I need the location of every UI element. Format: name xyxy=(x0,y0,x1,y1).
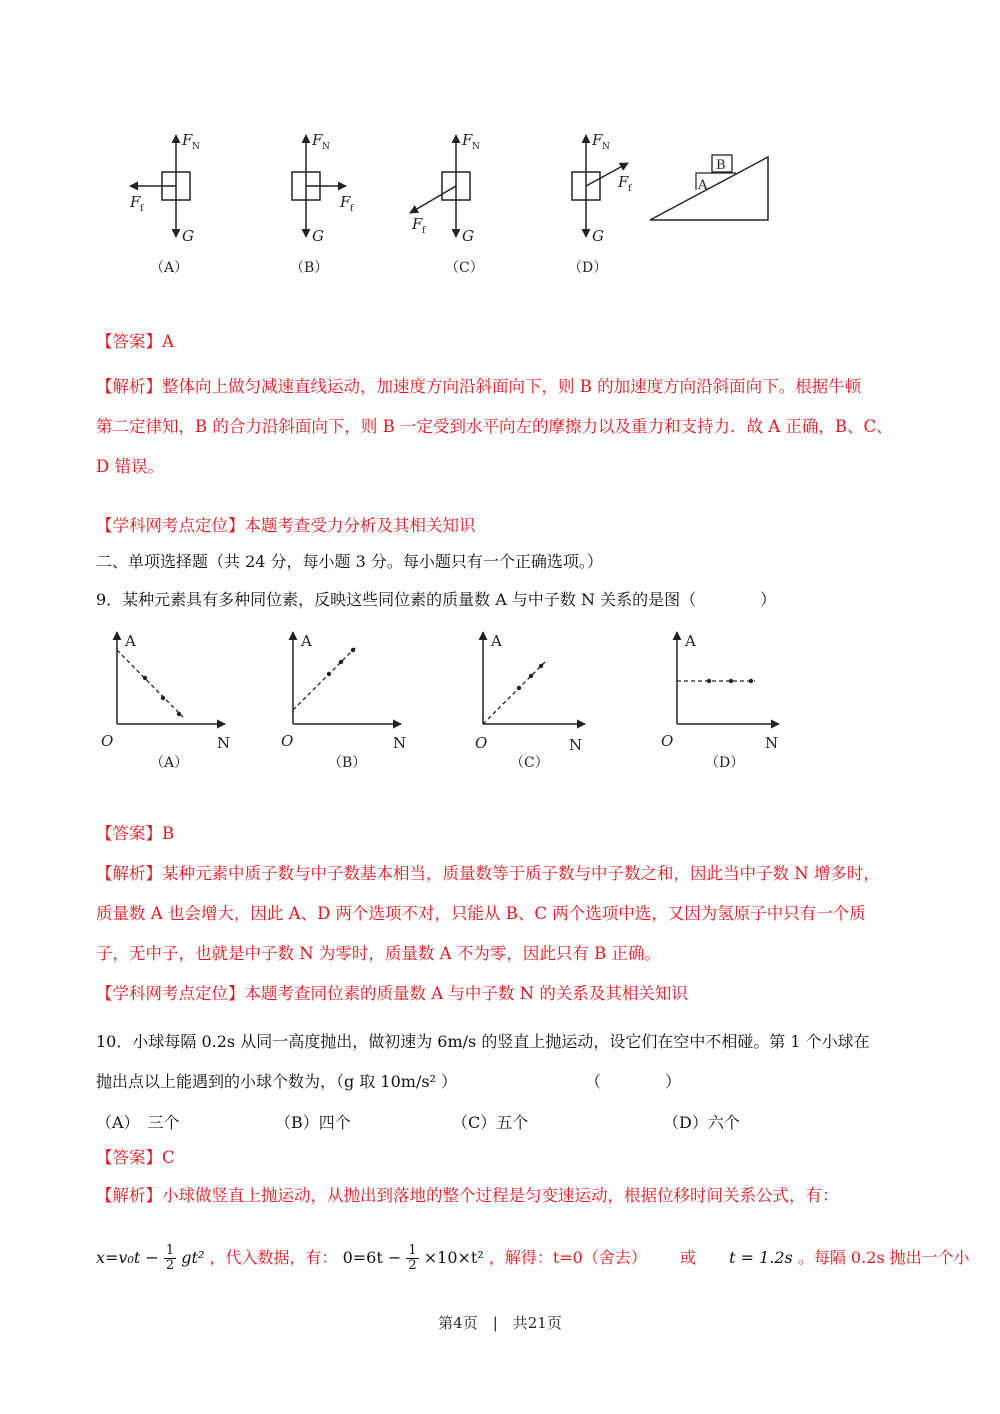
graph-b xyxy=(281,632,406,752)
svg-text:N: N xyxy=(472,142,480,152)
svg-text:A: A xyxy=(301,632,312,650)
q10-option-c: （C）五个 xyxy=(452,1113,529,1132)
formula-solution: t = 1.2s xyxy=(729,1248,793,1267)
fraction: $\frac{1}{2}$ xyxy=(165,1243,175,1273)
graph-c xyxy=(475,632,585,754)
svg-text:f: f xyxy=(140,204,144,214)
label-g: G xyxy=(182,227,194,245)
diagram-a xyxy=(129,131,200,245)
svg-text:F: F xyxy=(592,131,603,149)
svg-text:F: F xyxy=(618,173,629,191)
q9-answer: 【答案】B xyxy=(96,824,175,843)
diagram-c xyxy=(410,131,480,245)
graph-a xyxy=(101,632,230,752)
label-ff: F xyxy=(130,193,141,211)
q8-analysis-line: D 错误。 xyxy=(96,457,164,476)
q10-option-d: （D）六个 xyxy=(663,1113,740,1132)
q9-analysis-line: 子，无中子，也就是中子数 N 为零时，质量数 A 不为零，因此只有 B 正确。 xyxy=(96,944,661,963)
block-a-label: A xyxy=(698,178,708,193)
svg-text:f: f xyxy=(422,226,426,236)
q8-analysis-line: 第二定律知，B 的合力沿斜面向下，则 B 一定受到水平向左的摩擦力以及重力和支持力．故 A 正确，B、C、 xyxy=(96,417,893,436)
svg-text:F: F xyxy=(462,131,473,149)
q9-analysis-line: 质量数 A 也会增大，因此 A、D 两个选项不对，只能从 B、C 两个选项中选，又因为氢原子中只有一个质 xyxy=(96,904,866,923)
page-footer: 第4页 | 共21页 xyxy=(438,1314,562,1332)
svg-text:F: F xyxy=(340,193,351,211)
svg-text:A: A xyxy=(125,632,136,650)
q10-stem: 10．小球每隔 0.2s 从同一高度抛出，做初速为 6m/s 的竖直上抛运动，设它们在空中不相碰。第 1 个小球在 xyxy=(96,1032,870,1051)
q8-caption-a: （A） xyxy=(150,260,189,276)
q10-option-b: （B）四个 xyxy=(275,1113,351,1132)
diagram-b xyxy=(292,131,354,245)
svg-text:N: N xyxy=(322,142,330,152)
q8-knowledge-point: 【学科网考点定位】本题考查受力分析及其相关知识 xyxy=(96,516,476,535)
svg-text:A: A xyxy=(491,632,502,650)
q8-answer: 【答案】A xyxy=(96,332,174,351)
q8-analysis-line: 【解析】整体向上做匀减速直线运动，加速度方向沿斜面向下，则 B 的加速度方向沿斜面向下。根据牛顿 xyxy=(96,377,862,396)
svg-text:N: N xyxy=(217,734,231,752)
svg-text:O: O xyxy=(661,732,674,750)
q9-graphs xyxy=(95,628,795,758)
q10-analysis-line: 【解析】小球做竖直上抛运动，从抛出到落地的整个过程是匀变速运动，根据位移时间关系公式，有： xyxy=(96,1186,839,1205)
q8-caption-b: （B） xyxy=(290,260,329,276)
svg-text:A: A xyxy=(685,632,696,650)
graph-d xyxy=(661,632,779,752)
svg-text:N: N xyxy=(192,142,200,152)
label-fn: F xyxy=(182,131,193,149)
svg-text:F: F xyxy=(312,131,323,149)
q8-caption-d: （D） xyxy=(568,260,608,276)
svg-text:N: N xyxy=(393,734,407,752)
q9-caption-a: （A） xyxy=(150,755,189,771)
q9-caption-d: （D） xyxy=(705,755,745,771)
formula-kinematic: x=v₀t − xyxy=(96,1248,159,1267)
formula-substituted: 0=6t − xyxy=(342,1248,402,1267)
q10-formula-line: x=v₀t − $\frac{1}{2}$ gt² ，代入数据，有： 0=6t − $\frac{1}{2}$ ×10×t² ，解得：t=0（舍去） 或 t = 1.2s 。每隔 0.2s 抛出一个小 xyxy=(96,1243,970,1273)
svg-text:N: N xyxy=(602,142,610,152)
q9-stem: 9．某种元素具有多种同位素，反映这些同位素的质量数 A 与中子数 N 关系的是图（ ） xyxy=(96,590,777,609)
svg-text:f: f xyxy=(350,204,354,214)
svg-text:N: N xyxy=(569,736,583,754)
q9-knowledge-point: 【学科网考点定位】本题考查同位素的质量数 A 与中子数 N 的关系及其相关知识 xyxy=(96,984,688,1003)
svg-text:f: f xyxy=(628,184,632,194)
svg-text:O: O xyxy=(281,732,294,750)
svg-text:F: F xyxy=(412,215,423,233)
svg-text:N: N xyxy=(765,734,779,752)
svg-text:O: O xyxy=(475,734,488,752)
svg-text:G: G xyxy=(592,227,604,245)
q10-stem: 抛出点以上能遇到的小球个数为，（g 取 10m/s² ） （ ） xyxy=(96,1072,682,1091)
q9-caption-b: （B） xyxy=(328,755,367,771)
diagram-d xyxy=(572,131,632,245)
q10-answer: 【答案】C xyxy=(96,1148,175,1167)
q9-analysis-line: 【解析】某种元素中质子数与中子数基本相当，质量数等于质子数与中子数之和，因此当中子数 N 增多时， xyxy=(96,864,880,883)
q8-caption-c: （C） xyxy=(445,260,484,276)
svg-text:G: G xyxy=(312,227,324,245)
block-b-label: B xyxy=(716,158,726,173)
q9-caption-c: （C） xyxy=(510,755,549,771)
svg-text:G: G xyxy=(462,227,474,245)
section-header: 二、单项选择题（共 24 分，每小题 3 分。每小题只有一个正确选项。） xyxy=(96,552,603,571)
q10-option-a: （A） 三个 xyxy=(96,1113,180,1132)
incline-diagram xyxy=(650,155,768,220)
svg-text:O: O xyxy=(101,732,114,750)
